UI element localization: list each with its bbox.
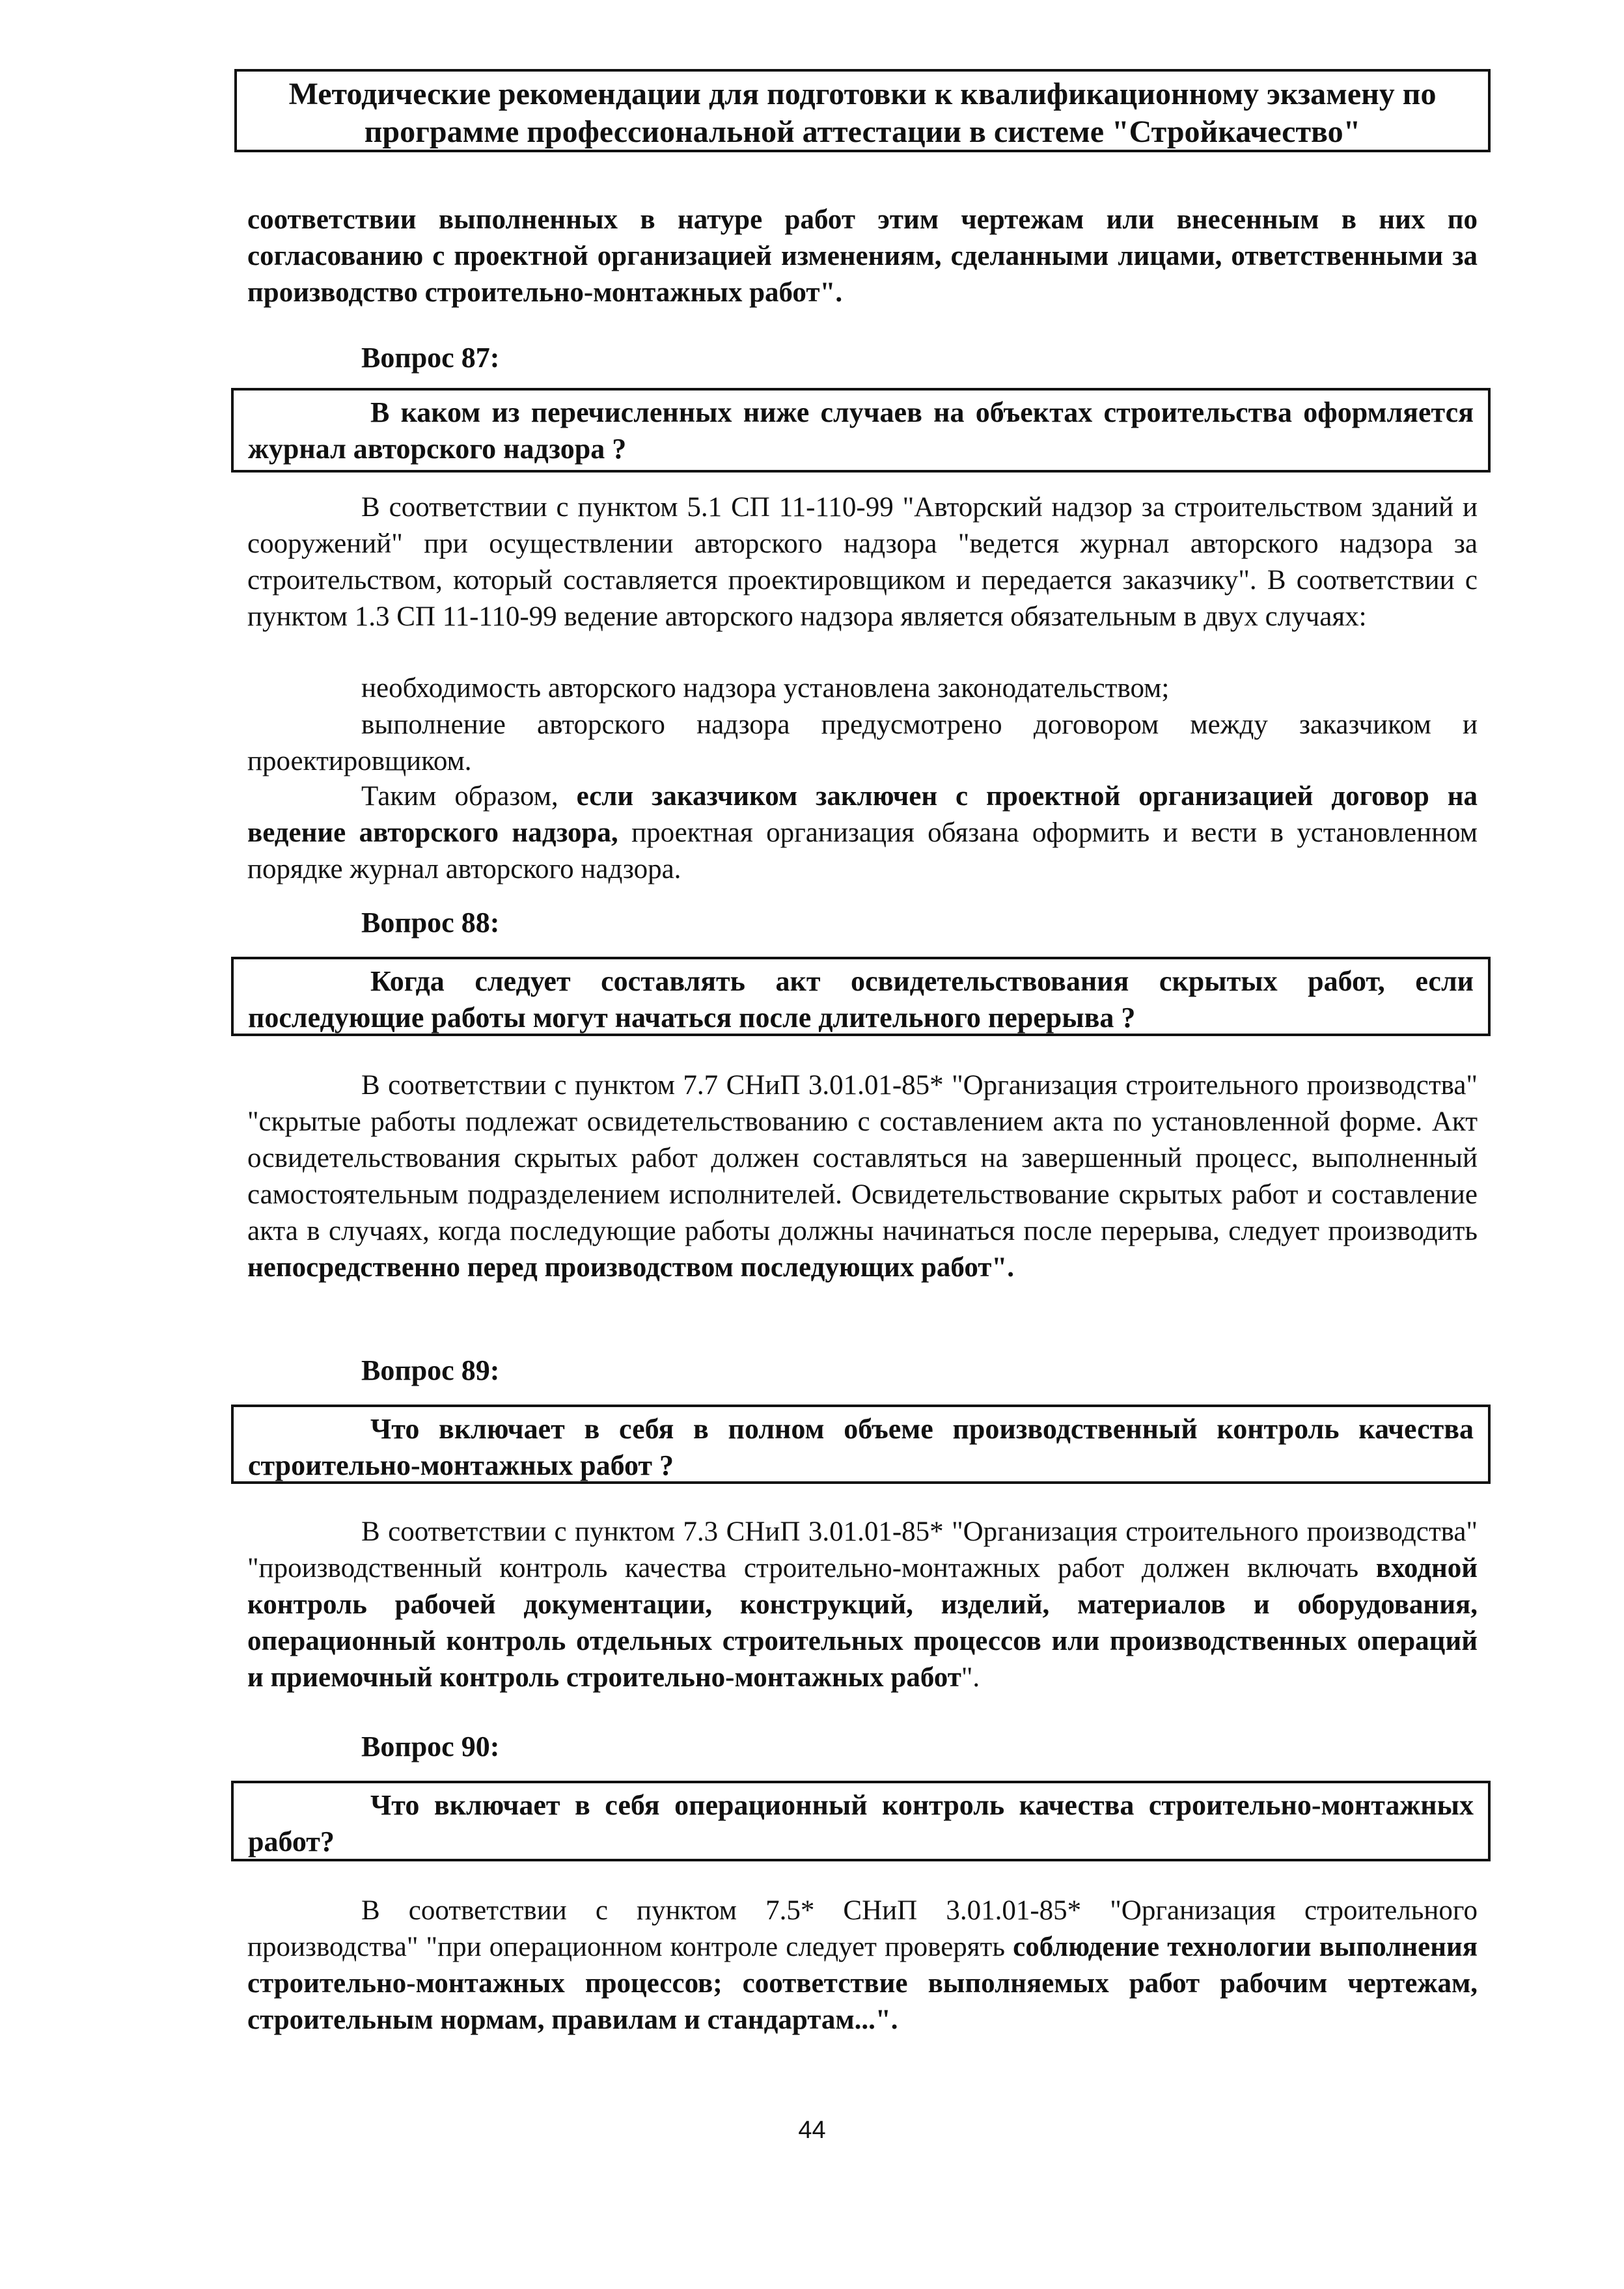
answer-87-conclusion-bold: если заказчиком заключен с проектной организацией договор на ведение авторского надзора, (247, 781, 1478, 848)
answer-89-text: В соответствии с пунктом 7.3 СНиП 3.01.01-85* "Организация строительного производства" "производственный контроль качества строительно-монтажных работ должен включать (247, 1516, 1478, 1583)
question-90-text: Что включает в себя операционный контроль качества строительно-монтажных работ? (248, 1789, 1474, 1857)
answer-89-end: ". (961, 1662, 980, 1693)
question-87-box (231, 388, 1491, 473)
question-90-box (231, 1781, 1491, 1861)
page-number: 44 (798, 2117, 826, 2144)
header-line-2: программе профессиональной аттестации в системе "Стройкачество" (364, 115, 1361, 149)
answer-89-paragraph (247, 1514, 1478, 1696)
intro-paragraph: соответствии выполненных в натуре работ этим чертежам или внесенным в них по согласованию с проектной организацией изменениям, сделанными лицами, ответственными за производство строительно-монтажных работ". (247, 204, 1478, 308)
question-90-label: Вопрос 90: (361, 1731, 500, 1762)
question-88-box (231, 957, 1491, 1036)
answer-87-paragraph: В соответствии с пунктом 5.1 СП 11-110-99 "Авторский надзор за строительством зданий и сооружений" при осуществлении авторского надзора "ведется журнал авторского надзора за строительством, который составляется проектировщиком и передается заказчику". В соответствии с пунктом 1.3 СП 11-110-99 ведение авторского надзора является обязательным в двух случаях: (247, 492, 1478, 632)
answer-90-text: В соответствии с пунктом 7.5* СНиП 3.01.01-85* "Организация строительного производства" "при операционном контроле следует проверять (247, 1895, 1478, 1962)
answer-90-bold: соблюдение технологии выполнения строительно-монтажных процессов; соответствие выполняемых работ рабочим чертежам, строительным нормам, правилам и стандартам...". (247, 1932, 1478, 2035)
answer-87-item-2: выполнение авторского надзора предусмотрено договором между заказчиком и проектировщиком. (247, 709, 1478, 776)
answer-88-bold: непосредственно перед производством последующих работ". (247, 1252, 1015, 1283)
question-88-label: Вопрос 88: (361, 907, 500, 939)
answer-89-bold: входной контроль рабочей документации, конструкций, изделий, материалов и оборудования, операционный контроль отдельных строительных процессов или производственных операций и приемочный контроль строительно-монтажных работ (247, 1553, 1478, 1693)
question-89-text: Что включает в себя в полном объеме производственный контроль качества строительно-монтажных работ ? (248, 1413, 1474, 1481)
header-line-1: Методические рекомендации для подготовки к квалификационному экзамену по (288, 77, 1437, 111)
question-88-text: Когда следует составлять акт освидетельствования скрытых работ, если последующие работы могут начаться после длительного перерыва ? (248, 965, 1474, 1034)
answer-87-conclusion-end: проектная организация обязана оформить и вести в установленном порядке журнал авторского надзора. (247, 817, 1478, 884)
answer-90-paragraph (247, 1893, 1478, 2038)
answer-87-conclusion-start: Таким образом, (361, 781, 577, 812)
answer-88-text: В соответствии с пунктом 7.7 СНиП 3.01.01-85* "Организация строительного производства" "скрытые работы подлежат освидетельствованию с составлением акта по установленной форме. Акт освидетельствования скрытых работ должен составляться на завершенный процесс, выполненный самостоятельным подразделением исполнителей. Освидетельствование скрытых работ и составление акта в случаях, когда последующие работы должны начинаться после перерыва, следует производить (247, 1070, 1478, 1246)
answer-88-paragraph (247, 1067, 1478, 1286)
answer-87-conclusion (247, 778, 1478, 888)
question-87-label: Вопрос 87: (361, 342, 500, 374)
answer-87-item-1: необходимость авторского надзора установлена законодательством; (361, 673, 1170, 704)
question-87-text: В каком из перечисленных ниже случаев на объектах строительства оформляется журнал авторского надзора ? (248, 396, 1474, 465)
question-89-label: Вопрос 89: (361, 1354, 500, 1386)
question-89-box (231, 1405, 1491, 1484)
document-header (234, 69, 1491, 152)
